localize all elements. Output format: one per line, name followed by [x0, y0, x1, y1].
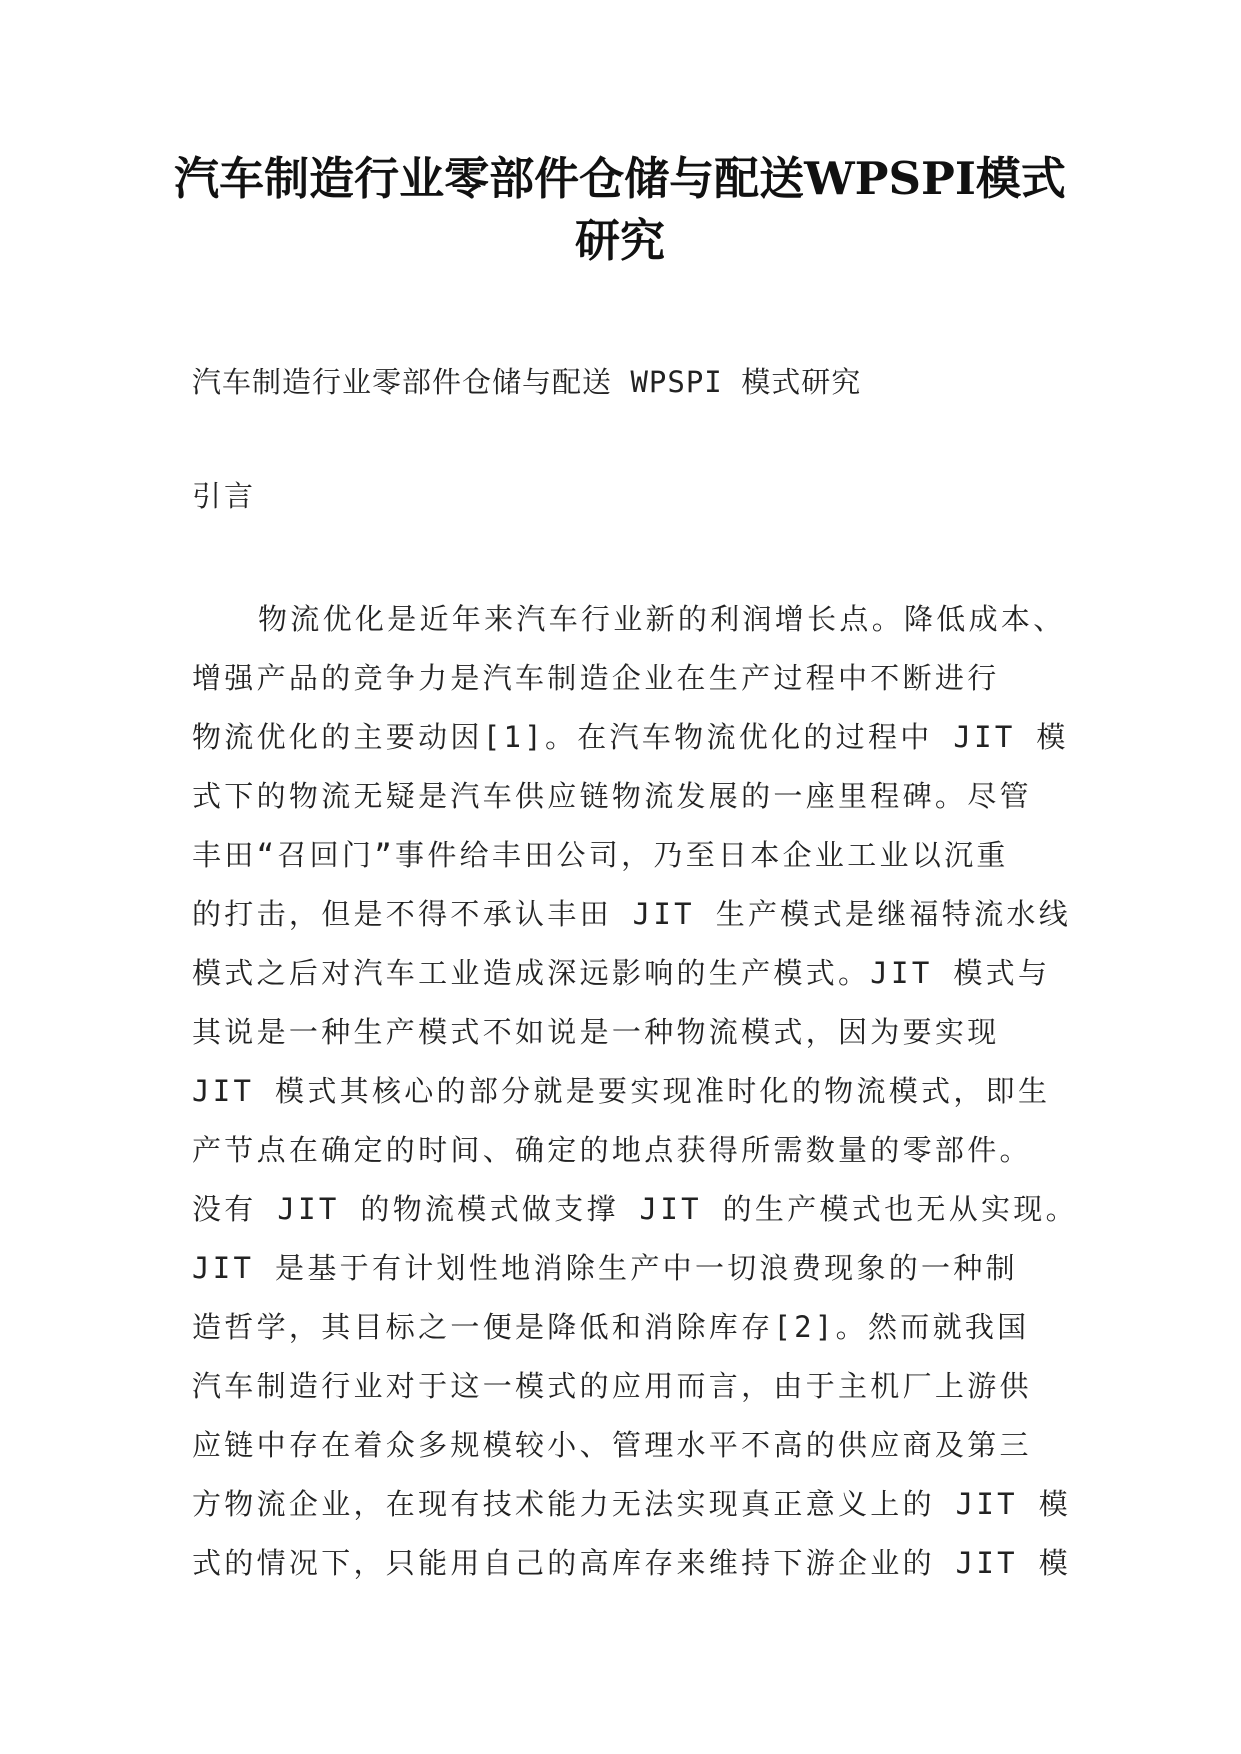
paragraph-line: 式下的物流无疑是汽车供应链物流发展的一座里程碑。尽管	[192, 779, 1032, 813]
paragraph-line: 模式之后对汽车工业造成深远影响的生产模式。JIT 模式与	[192, 956, 1051, 990]
document-title-line-1: 汽车制造行业零部件仓储与配送WPSPI模式	[174, 152, 1066, 205]
paragraph-line: 方物流企业，在现有技术能力无法实现真正意义上的 JIT 模	[192, 1487, 1071, 1521]
paragraph-line: 的打击，但是不得不承认丰田 JIT 生产模式是继福特流水线	[192, 897, 1071, 931]
paragraph-line: 丰田“召回门”事件给丰田公司，乃至日本企业工业以沉重	[192, 838, 1009, 872]
paragraph-line: 增强产品的竞争力是汽车制造企业在生产过程中不断进行	[192, 661, 1000, 695]
paragraph-line: 产节点在确定的时间、确定的地点获得所需数量的零部件。	[192, 1133, 1032, 1167]
body-paragraph	[192, 590, 1078, 1593]
paragraph-line: JIT 模式其核心的部分就是要实现准时化的物流模式，即生	[192, 1074, 1051, 1108]
paragraph-line: 造哲学，其目标之一便是降低和消除库存[2]。然而就我国	[192, 1310, 1030, 1344]
paragraph-line: JIT 是基于有计划性地消除生产中一切浪费现象的一种制	[192, 1251, 1018, 1285]
paragraph-line: 式的情况下，只能用自己的高库存来维持下游企业的 JIT 模	[192, 1546, 1071, 1580]
document-title	[150, 148, 1090, 272]
section-heading-introduction: 引言	[192, 479, 257, 513]
paragraph-line: 没有 JIT 的物流模式做支撑 JIT 的生产模式也无从实现。	[192, 1192, 1078, 1226]
paragraph-line: 汽车制造行业对于这一模式的应用而言，由于主机厂上游供	[192, 1369, 1032, 1403]
document-title-line-2: 研究	[574, 214, 665, 267]
paragraph-line: 应链中存在着众多规模较小、管理水平不高的供应商及第三	[192, 1428, 1032, 1462]
paragraph-line: 其说是一种生产模式不如说是一种物流模式，因为要实现	[192, 1015, 1000, 1049]
document-subtitle: 汽车制造行业零部件仓储与配送 WPSPI 模式研究	[192, 365, 862, 399]
paragraph-line: 物流优化是近年来汽车行业新的利润增长点。降低成本、	[258, 602, 1066, 636]
paragraph-line: 物流优化的主要动因[1]。在汽车物流优化的过程中 JIT 模	[192, 720, 1069, 754]
